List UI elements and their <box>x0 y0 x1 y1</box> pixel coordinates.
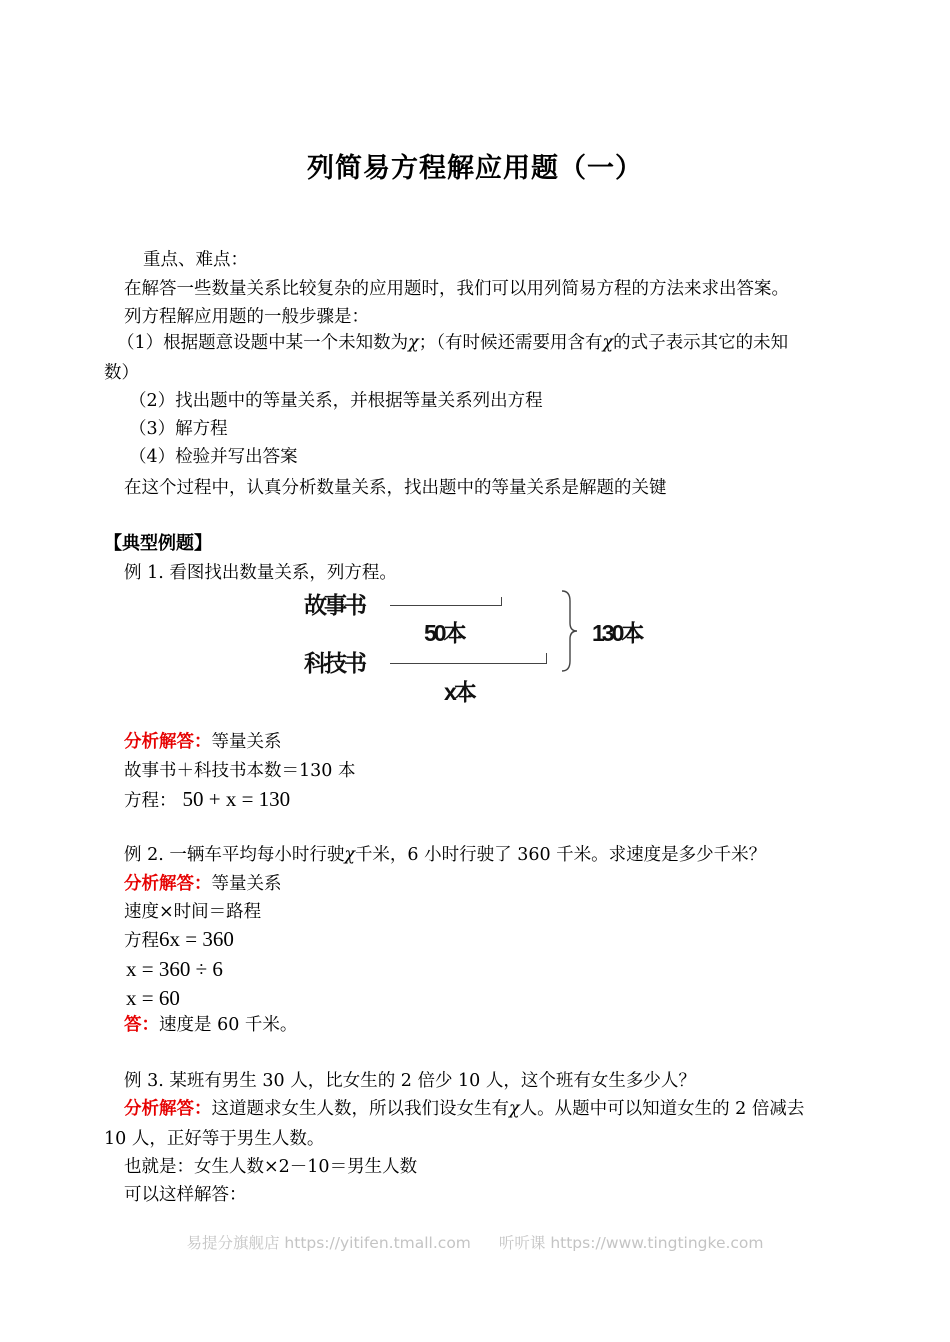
diagram-label-story: 故事书 <box>304 592 364 618</box>
analysis-text-a: 这道题求女生人数，所以我们设女生有 <box>211 1099 509 1119</box>
diagram-bar-story <box>390 605 502 606</box>
footer-shop-link[interactable]: 易提分旗舰店 https://yitifen.tmall.com <box>186 1234 471 1252</box>
question-text-a: 例 2. 一辆车平均每小时行驶 <box>124 845 345 865</box>
intro-step-3: （3）解方程 <box>129 419 228 439</box>
example3-question: 例 3. 某班有男生 30 人，比女生的 2 倍少 10 人，这个班有女生多少人？ <box>124 1071 696 1091</box>
analysis-text-b: 人。从题中可以知道女生的 2 倍减去 <box>519 1099 805 1119</box>
diagram-value-story: 50本 <box>424 620 464 646</box>
intro-step-1-cont: 数） <box>104 363 139 383</box>
example2-equation-row <box>124 928 234 952</box>
example1-diagram <box>300 585 660 705</box>
step1-text-c: 的式子表示其它的未知 <box>613 333 789 353</box>
intro-step-4: （4）检验并写出答案 <box>129 447 298 467</box>
diagram-value-tech: x本 <box>444 679 474 705</box>
step1-text-b: ；（有时候还需要用含有 <box>418 333 603 353</box>
intro-summary: 在这个过程中，认真分析数量关系，找出题中的等量关系是解题的关键 <box>124 478 667 498</box>
page-title: 列简易方程解应用题（一） <box>307 153 643 184</box>
equation-label: 方程 <box>124 931 159 951</box>
brace-icon <box>560 589 580 673</box>
example2-answer <box>124 1014 297 1036</box>
answer-text: 速度是 60 千米。 <box>159 1015 298 1035</box>
diagram-label-tech: 科技书 <box>304 650 364 676</box>
example1-relation: 故事书＋科技书本数＝130 本 <box>124 761 356 781</box>
section-title: 【典型例题】 <box>104 533 212 554</box>
example1-equation-row <box>124 788 290 812</box>
diagram-tick <box>501 597 502 606</box>
diagram-tick <box>546 653 547 664</box>
diagram-total: 130本 <box>592 620 642 646</box>
equation-label: 方程： <box>124 791 177 811</box>
variable-x: χ <box>509 1099 520 1119</box>
analysis-text: 等量关系 <box>211 874 282 894</box>
analysis-label: 分析解答： <box>124 1099 212 1119</box>
step1-text-a: （1）根据题意设题中某一个未知数为 <box>117 333 409 353</box>
example2-question <box>124 844 766 866</box>
diagram-bar-tech <box>390 663 547 664</box>
example2-eq2: x = 360 ÷ 6 <box>126 957 223 981</box>
example2-relation: 速度×时间＝路程 <box>124 902 262 922</box>
intro-line-1: 在解答一些数量关系比较复杂的应用题时，我们可以用列简易方程的方法来求出答案。 <box>124 279 789 299</box>
example3-solve-intro: 可以这样解答： <box>124 1185 247 1205</box>
footer-site-link[interactable]: 听听课 https://www.tingtingke.com <box>498 1234 764 1252</box>
analysis-text: 等量关系 <box>211 732 282 752</box>
example2-analysis <box>124 873 282 895</box>
example2-eq1: 6x = 360 <box>159 927 234 951</box>
intro-step-2: （2）找出题中的等量关系，并根据等量关系列出方程 <box>129 391 543 411</box>
footer-watermark <box>0 1231 950 1253</box>
example3-analysis <box>124 1098 804 1120</box>
example3-relation: 也就是：女生人数×2－10＝男生人数 <box>124 1157 418 1177</box>
variable-x: χ <box>408 333 419 353</box>
variable-x: χ <box>344 845 355 865</box>
example3-analysis-cont: 10 人，正好等于男生人数。 <box>104 1129 325 1149</box>
example1-analysis <box>124 731 282 753</box>
variable-x: χ <box>602 333 614 353</box>
analysis-label: 分析解答： <box>124 732 212 752</box>
analysis-label: 分析解答： <box>124 874 212 894</box>
intro-line-2: 列方程解应用题的一般步骤是： <box>124 307 369 327</box>
intro-step-1 <box>117 332 788 354</box>
example2-eq3: x = 60 <box>126 986 180 1010</box>
answer-label: 答： <box>124 1015 159 1035</box>
intro-heading: 重点、难点： <box>143 250 248 270</box>
example1-equation: 50 + x = 130 <box>182 787 291 811</box>
question-text-b: 千米，6 小时行驶了 360 千米。求速度是多少千米？ <box>354 845 767 865</box>
example1-question: 例 1. 看图找出数量关系，列方程。 <box>124 563 397 583</box>
